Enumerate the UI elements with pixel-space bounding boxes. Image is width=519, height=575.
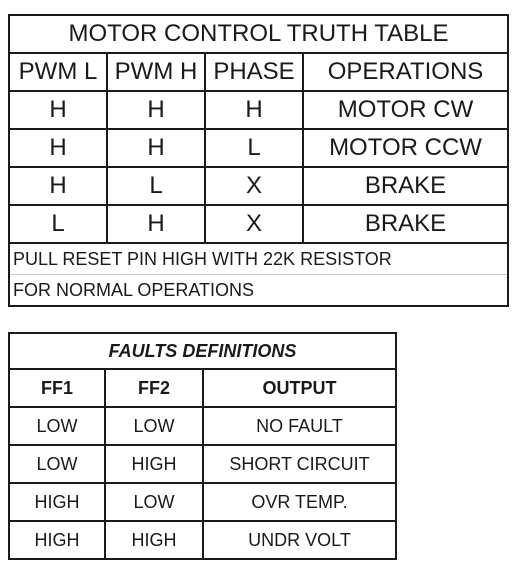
table-cell: SHORT CIRCUIT xyxy=(203,445,396,483)
normal-operations-note: FOR NORMAL OPERATIONS xyxy=(9,275,508,307)
table-cell: HIGH xyxy=(9,521,105,559)
table-cell: MOTOR CW xyxy=(303,91,508,129)
faults-header-ff2: FF2 xyxy=(105,369,203,407)
table-cell: HIGH xyxy=(105,445,203,483)
table-cell: NO FAULT xyxy=(203,407,396,445)
table-row xyxy=(9,91,508,129)
table-cell: H xyxy=(107,205,205,243)
table-cell: H xyxy=(9,129,107,167)
table-cell: HIGH xyxy=(105,521,203,559)
table-cell: LOW xyxy=(105,407,203,445)
table-cell: OVR TEMP. xyxy=(203,483,396,521)
motor-header-pwm-l: PWM L xyxy=(9,53,107,91)
table-row xyxy=(9,445,396,483)
table-cell: H xyxy=(9,91,107,129)
table-cell: X xyxy=(205,167,303,205)
faults-header-output: OUTPUT xyxy=(203,369,396,407)
table-cell: H xyxy=(107,91,205,129)
table-cell: BRAKE xyxy=(303,167,508,205)
reset-pin-note: PULL RESET PIN HIGH WITH 22K RESISTOR xyxy=(9,243,508,275)
faults-table-title: FAULTS DEFINITIONS xyxy=(9,333,396,369)
motor-control-truth-table xyxy=(8,14,509,307)
faults-definitions-table xyxy=(8,332,397,560)
table-cell: X xyxy=(205,205,303,243)
table-row xyxy=(9,407,396,445)
table-cell: LOW xyxy=(9,407,105,445)
table-cell: L xyxy=(107,167,205,205)
faults-header-ff1: FF1 xyxy=(9,369,105,407)
motor-header-pwm-h: PWM H xyxy=(107,53,205,91)
table-cell: MOTOR CCW xyxy=(303,129,508,167)
table-cell: LOW xyxy=(105,483,203,521)
table-cell: UNDR VOLT xyxy=(203,521,396,559)
table-cell: H xyxy=(107,129,205,167)
motor-table-title: MOTOR CONTROL TRUTH TABLE xyxy=(9,15,508,53)
table-cell: HIGH xyxy=(9,483,105,521)
table-cell: L xyxy=(9,205,107,243)
table-row xyxy=(9,167,508,205)
table-cell: H xyxy=(9,167,107,205)
table-row xyxy=(9,521,396,559)
table-row xyxy=(9,205,508,243)
table-cell: H xyxy=(205,91,303,129)
table-row xyxy=(9,483,396,521)
motor-header-phase: PHASE xyxy=(205,53,303,91)
table-cell: LOW xyxy=(9,445,105,483)
table-cell: L xyxy=(205,129,303,167)
table-cell: BRAKE xyxy=(303,205,508,243)
motor-header-operations: OPERATIONS xyxy=(303,53,508,91)
table-row xyxy=(9,129,508,167)
